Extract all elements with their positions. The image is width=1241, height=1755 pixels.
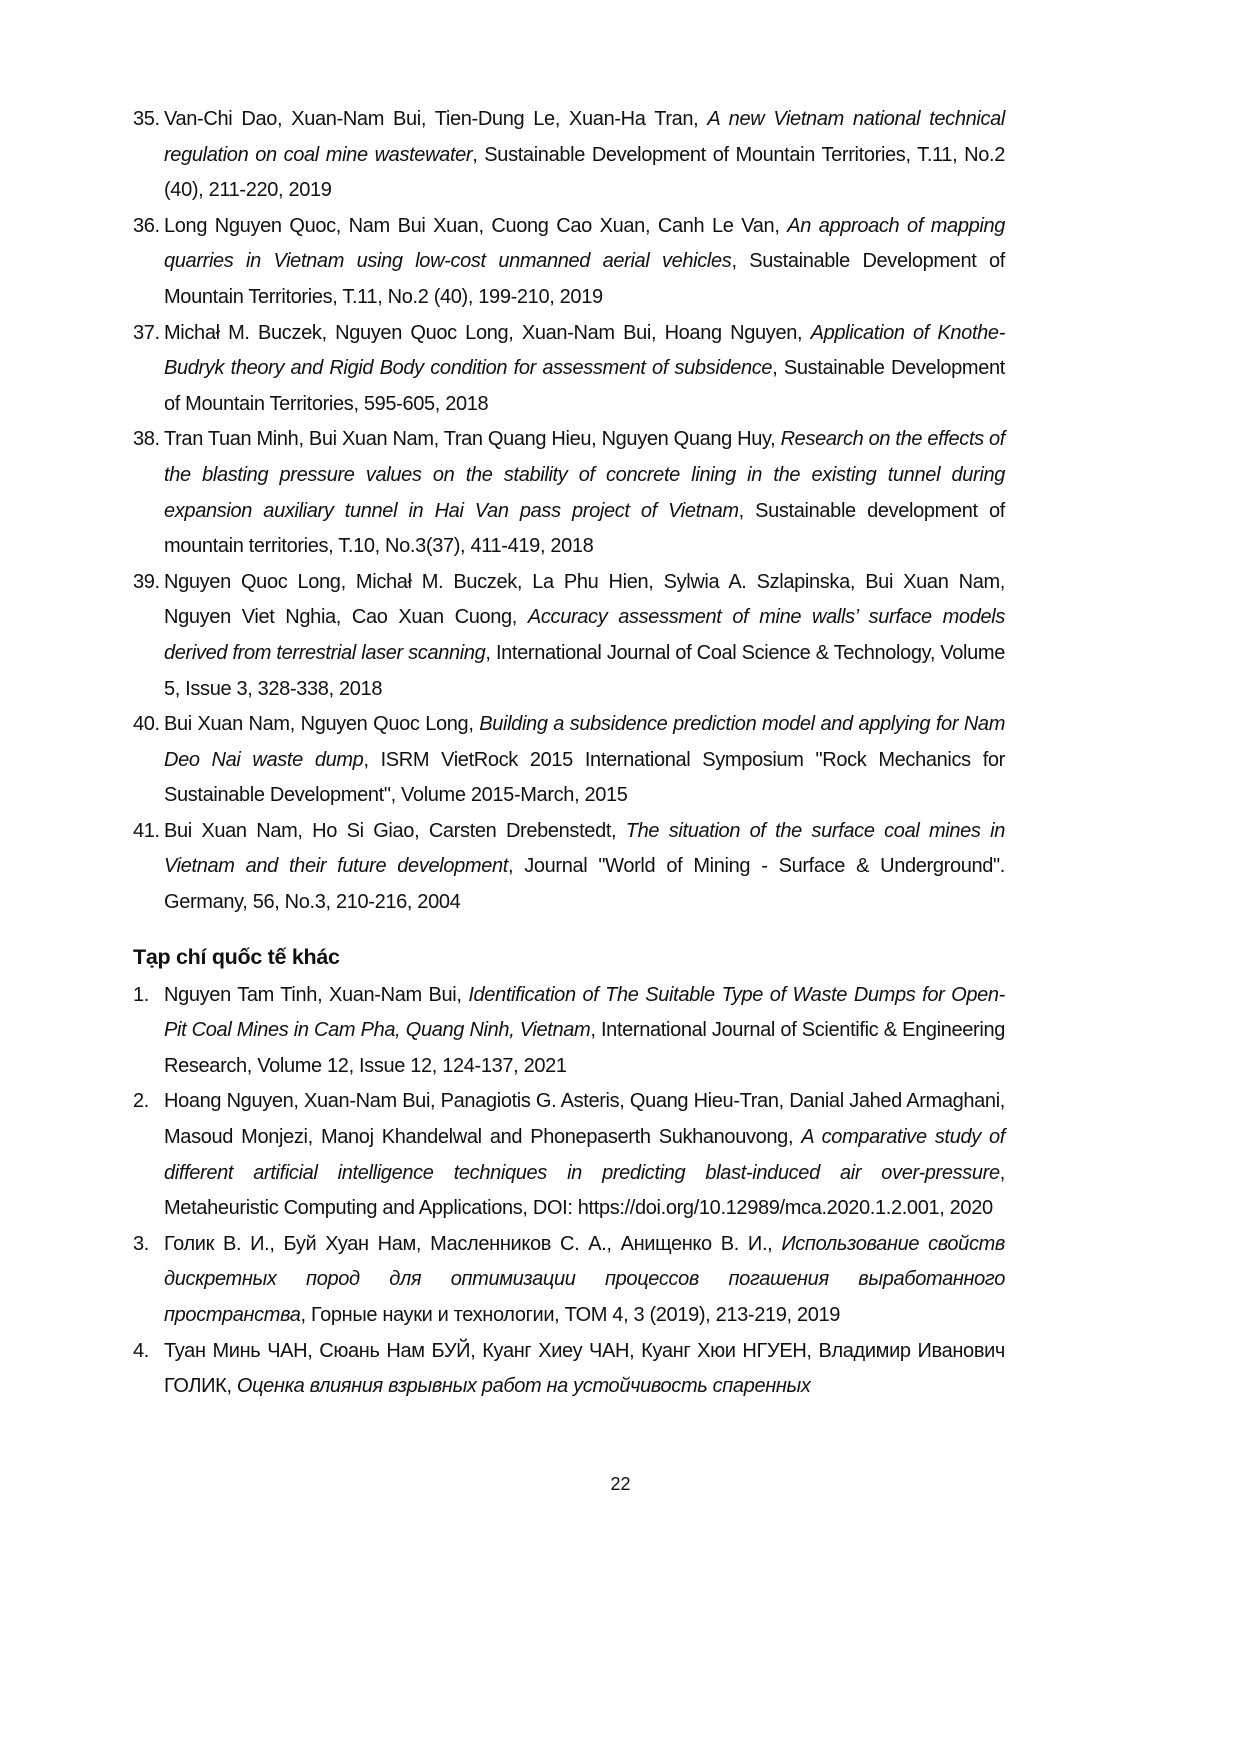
reference-number: 1. — [133, 983, 149, 1006]
reference-number: 41. — [133, 819, 160, 842]
reference-item — [133, 978, 1005, 1085]
reference-authors: Nguyen Quoc Long, Michał M. Buczek, La Phu Hien, Sylwia A. Szlapinska, Bui Xuan Nam, Nguyen Viet Nghia, Cao Xuan Cuong, — [164, 570, 1005, 629]
reference-source: , Sustainable Development of Mountain Territories, T.11, No.2 (40), 199-210, 2019 — [164, 250, 1005, 308]
reference-number: 38. — [133, 428, 160, 451]
reference-authors: Hoang Nguyen, Xuan-Nam Bui, Panagiotis G. Asteris, Quang Hieu-Tran, Danial Jahed Armaghani, Masoud Monjezi, Manoj Khandelwal and Phonepaserth Sukhanouvong, — [164, 1090, 1005, 1149]
reference-number: 4. — [133, 1339, 149, 1362]
reference-title: Research on the effects of the blasting pressure values on the stability of concrete lining in the existing tunnel during expansion auxiliary tunnel in Hai Van pass project of Vietnam — [164, 428, 1005, 522]
reference-item — [133, 209, 1005, 316]
reference-source: , Горные науки и технологии, ТОМ 4, 3 (2019), 213-219, 2019 — [300, 1304, 841, 1326]
reference-authors: Bui Xuan Nam, Ho Si Giao, Carsten Drebenstedt, — [164, 819, 626, 842]
reference-title: Accuracy assessment of mine walls’ surface models derived from terrestrial laser scanning — [164, 606, 1005, 664]
page-number: 22 — [610, 1474, 631, 1494]
reference-item — [133, 814, 1005, 921]
reference-number: 40. — [133, 713, 160, 736]
reference-title: Identification of The Suitable Type of Waste Dumps for Open-Pit Coal Mines in Cam Pha, Quang Ninh, Vietnam — [164, 983, 1005, 1042]
reference-title: Использование свойств дискретных пород для оптимизации процессов погашения выработанного пространства — [164, 1232, 1005, 1326]
reference-authors: Nguyen Tam Tinh, Xuan-Nam Bui, — [164, 983, 469, 1006]
reference-source: , Journal "World of Mining - Surface & Underground". Germany, 56, No.3, 210-216, 2004 — [164, 855, 1005, 914]
reference-title: A comparative study of different artificial intelligence techniques in predicting blast-induced air over-pressure — [164, 1126, 1005, 1184]
reference-source: , Sustainable development of mountain territories, T.10, No.3(37), 411-419, 2018 — [164, 499, 1005, 558]
reference-authors: Bui Xuan Nam, Nguyen Quoc Long, — [164, 713, 480, 736]
reference-authors: Michał M. Buczek, Nguyen Quoc Long, Xuan-Nam Bui, Hoang Nguyen, — [164, 321, 811, 344]
reference-item — [133, 422, 1005, 564]
reference-number: 37. — [133, 321, 160, 344]
reference-item — [133, 1084, 1005, 1226]
reference-source: , International Journal of Scientific & Engineering Research, Volume 12, Issue 12, 124-137, 2021 — [164, 1019, 1005, 1077]
reference-item — [133, 565, 1005, 707]
reference-number: 36. — [133, 214, 160, 237]
reference-source: , Sustainable Development of Mountain Territories, 595-605, 2018 — [164, 357, 1005, 415]
reference-source: , Metaheuristic Computing and Applications, DOI: https://doi.org/10.12989/mca.2020.1.2.001, 2020 — [164, 1161, 1005, 1220]
reference-title: An approach of mapping quarries in Vietnam using low-cost unmanned aerial vehicles — [164, 214, 1006, 273]
reference-authors: Голик В. И., Буй Хуан Нам, Масленников С. А., Анищенко В. И., — [164, 1232, 782, 1255]
reference-authors: Long Nguyen Quoc, Nam Bui Xuan, Cuong Cao Xuan, Canh Le Van, — [164, 214, 788, 237]
document-page — [133, 102, 1005, 1405]
reference-authors: Van-Chi Dao, Xuan-Nam Bui, Tien-Dung Le, Xuan-Ha Tran, — [164, 108, 708, 130]
reference-authors: Tran Tuan Minh, Bui Xuan Nam, Tran Quang Hieu, Nguyen Quang Huy, — [164, 428, 781, 451]
reference-item — [133, 1227, 1005, 1334]
reference-item — [133, 1334, 1005, 1405]
reference-number: 2. — [133, 1090, 149, 1113]
reference-source: , International Journal of Coal Science & Technology, Volume 5, Issue 3, 328-338, 2018 — [164, 641, 1005, 700]
reference-title: Application of Knothe-Budryk theory and Rigid Body condition for assessment of subsidence — [164, 321, 1006, 380]
reference-source: , ISRM VietRock 2015 International Symposium "Rock Mechanics for Sustainable Development", Volume 2015-March, 2015 — [164, 748, 1005, 807]
reference-title: The situation of the surface coal mines in Vietnam and their future development — [164, 819, 1005, 878]
reference-number: 39. — [133, 570, 160, 593]
reference-title: Оценка влияния взрывных работ на устойчивость спаренных — [236, 1375, 811, 1398]
reference-item — [133, 707, 1005, 814]
reference-number: 3. — [133, 1232, 149, 1255]
section-heading: Tạp chí quốc tế khác — [133, 944, 340, 969]
reference-list-continued — [133, 102, 1005, 921]
reference-item — [133, 102, 1005, 209]
reference-list-other-international — [133, 978, 1005, 1405]
reference-number: 35. — [133, 108, 160, 130]
reference-title: A new Vietnam national technical regulation on coal mine wastewater — [164, 108, 1005, 166]
reference-authors: Туан Минь ЧАН, Сюань Нам БУЙ, Куанг Хиеу ЧАН, Куанг Хюи НГУЕН, Владимир Иванович ГОЛИК, — [164, 1339, 1005, 1398]
reference-title: Building a subsidence prediction model and applying for Nam Deo Nai waste dump — [164, 713, 1005, 771]
reference-item — [133, 316, 1005, 423]
reference-source: , Sustainable Development of Mountain Territories, T.11, No.2 (40), 211-220, 2019 — [164, 143, 1005, 202]
